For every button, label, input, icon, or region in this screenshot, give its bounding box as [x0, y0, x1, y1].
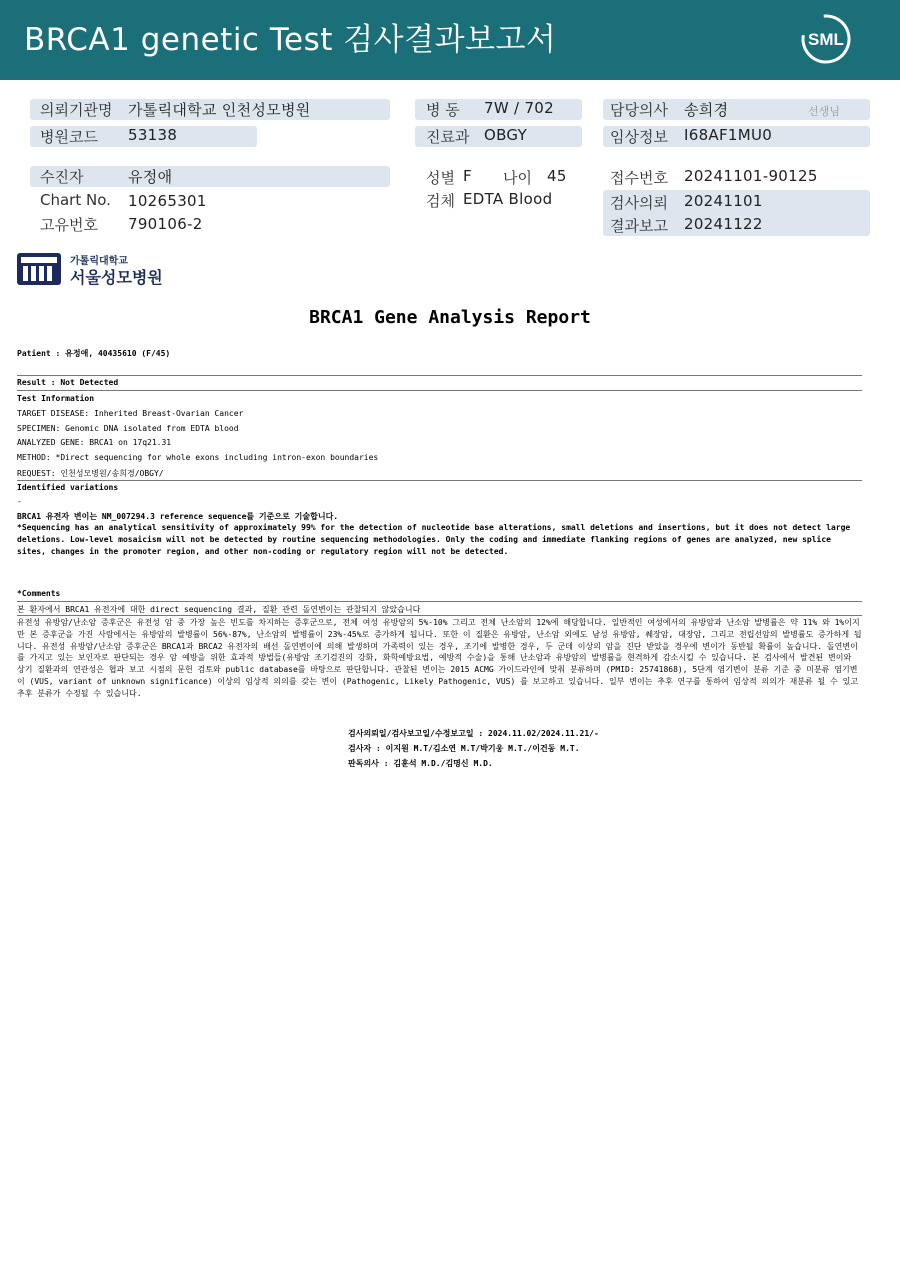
hospital-university: 가톨릭대학교 — [70, 256, 128, 267]
patient-value: 유정애 — [128, 168, 173, 186]
unique-label: 고유번호 — [40, 216, 98, 234]
ward-label: 병 동 — [426, 101, 460, 119]
institution-label: 의뢰기관명 — [40, 101, 113, 119]
comment-body: 유전성 유방암/난소암 증후군은 유전성 암 중 가장 높은 빈도를 차지하는 증후군으로, 전체 여성 유방암의 5%-10% 그리고 전체 난소암의 12%에 해당합니다. 일반적인 여성에서의 유방암과 난소암 발병률은 약 11% 와 1%이지만 본 증후군을 가진 사람에서는 유방암의 발병률이 56%-87%, 난소암의 발병률이 23%-45%로 증가하게 됩니다. 또한 이 질환은 유방암, 난소암 외에도 남성 유방암, 췌장암, 대장암, 그리고 전립선암의 발병률도 증가하게 됩니다. 유전성 유방암/난소암 증후군은 BRCA1과 BRCA2 유전자의 배선 돌연변이에 의해 발생하며 가족력이 있는 경우, 조기에 발병한 경우, 두 군데 이상의 암을 진단 받았을 경우에 변이가 동반될 확률이 높습니다. 돌연변이를 가지고 있는 보인자로 판단되는 경우 암 예방을 위한 효과적 방법들(유방암 조기검진의 강화, 화학예방요법, 예방적 수술)을 통해 난소암과 유방암의 발병률을 현격하게 감소시킬 수 있습니다. 본 검사에서 발견된 변이와 상기 질환과의 연관성은 협과 보고 시점의 문헌 검토와 public database를 바탕으로 판단합니다. 관찰된 변이는 2015 ACMG 가이드라인에 맞춰 분류하며 (PMID: 25741868), 5단계 염기변이 분류 기준 중 미분류 염기변이 (VUS, variant of unknown significance) 이상의 임상적 의의를 갖는 변이 (Pathogenic, Likely Pathogenic, VUS) 를 보고하고 있습니다. 일부 변이는 추후 연구를 통하여 임상적 의의가 재분류 될 수 있고 추후 분류가 수정될 수 있습니다. — [17, 618, 862, 698]
divider-request — [17, 480, 862, 481]
sml-logo-icon — [800, 13, 852, 65]
divider-result — [17, 390, 862, 391]
doctor-value: 송희경 — [684, 101, 729, 119]
result-report-label: 결과보고 — [610, 217, 668, 235]
test-information-heading: Test Information — [17, 394, 95, 403]
request-line: REQUEST: 인천성모병원/송희경/OBGY/ — [17, 469, 164, 478]
result-line: Result : Not Detected — [17, 378, 119, 387]
request-label: 검사의뢰 — [610, 194, 668, 212]
sex-label: 성별 — [426, 169, 455, 187]
chart-value: 10265301 — [128, 192, 207, 210]
sensitivity-note: *Sequencing has an analytical sensitivity of approximately 99% for the detection of nucleotide base alterations, small deletions and insertions, but it does not detect large deletions. Low-level mosaicism will not be detected by routine sequencing methodologies. Only the coding and immediate flanking regions of genes are analyzed, new splice sites, changes in the promoter region, and other non-coding or regulatory region will not be detected. — [17, 523, 851, 556]
doctor-suffix: 선생님 — [808, 105, 840, 118]
reference-sequence-note: BRCA1 유전자 변이는 NM_007294.3 reference sequence를 기준으로 기술합니다. — [17, 512, 339, 521]
specimen-label: 검체 — [426, 192, 455, 210]
analyzed-gene: ANALYZED GENE: BRCA1 on 17q21.31 — [17, 438, 172, 447]
institution-value: 가톨릭대학교 인천성모병원 — [128, 101, 311, 119]
identified-variations-heading: Identified variations — [17, 483, 119, 492]
specimen-line: SPECIMEN: Genomic DNA isolated from EDTA blood — [17, 424, 239, 433]
dates-line: 검사의뢰일/검사보고일/수정보고일 : 2024.11.02/2024.11.21/- — [348, 729, 599, 738]
method-line: METHOD: *Direct sequencing for whole exons including intron-exon boundaries — [17, 453, 379, 462]
patient-label: 수진자 — [40, 168, 84, 186]
sex-value: F — [463, 167, 472, 185]
physician-line: 판독의사 : 김훈석 M.D./김명신 M.D. — [348, 759, 493, 768]
age-label: 나이 — [503, 169, 532, 187]
chart-label: Chart No. — [40, 191, 111, 209]
header-band — [0, 0, 900, 80]
clinical-value: I68AF1MU0 — [684, 126, 773, 144]
specimen-value: EDTA Blood — [463, 190, 553, 208]
testers-line: 검사자 : 이지원 M.T/김소연 M.T/박기웅 M.T./이건동 M.T. — [348, 744, 580, 753]
doctor-label: 담당의사 — [610, 101, 668, 119]
ward-value: 7W / 702 — [484, 99, 554, 117]
variations-dash: - — [17, 497, 22, 506]
dept-label: 진료과 — [426, 128, 470, 146]
request-value: 20241101 — [684, 192, 763, 210]
divider-summary — [17, 615, 862, 616]
unique-value: 790106-2 — [128, 215, 203, 233]
receipt-label: 접수번호 — [610, 169, 668, 187]
receipt-value: 20241101-90125 — [684, 167, 818, 185]
age-value: 45 — [547, 167, 567, 185]
hospital-logo-icon — [16, 252, 62, 286]
divider-top — [17, 375, 862, 376]
clinical-label: 임상정보 — [610, 128, 668, 146]
comment-summary: 본 환자에서 BRCA1 유전자에 대한 direct sequencing 결과, 질환 관련 돌연변이는 관찰되지 않았습니다 — [17, 605, 421, 614]
hospital-code-value: 53138 — [128, 126, 178, 144]
target-disease: TARGET DISEASE: Inherited Breast-Ovarian Cancer — [17, 409, 244, 418]
hospital-name: 서울성모병원 — [70, 268, 163, 287]
report-header-title: BRCA1 genetic Test 검사결과보고서 — [24, 22, 557, 58]
patient-line: Patient : 유정애, 40435610 (F/45) — [17, 349, 171, 358]
report-title: BRCA1 Gene Analysis Report — [309, 307, 591, 328]
hospital-code-label: 병원코드 — [40, 128, 98, 146]
sml-logo-text: SML — [808, 30, 844, 49]
divider-comments — [17, 601, 862, 602]
result-report-value: 20241122 — [684, 215, 763, 233]
patient-row — [30, 166, 390, 187]
comments-heading: *Comments — [17, 589, 61, 598]
dept-value: OBGY — [484, 126, 528, 144]
